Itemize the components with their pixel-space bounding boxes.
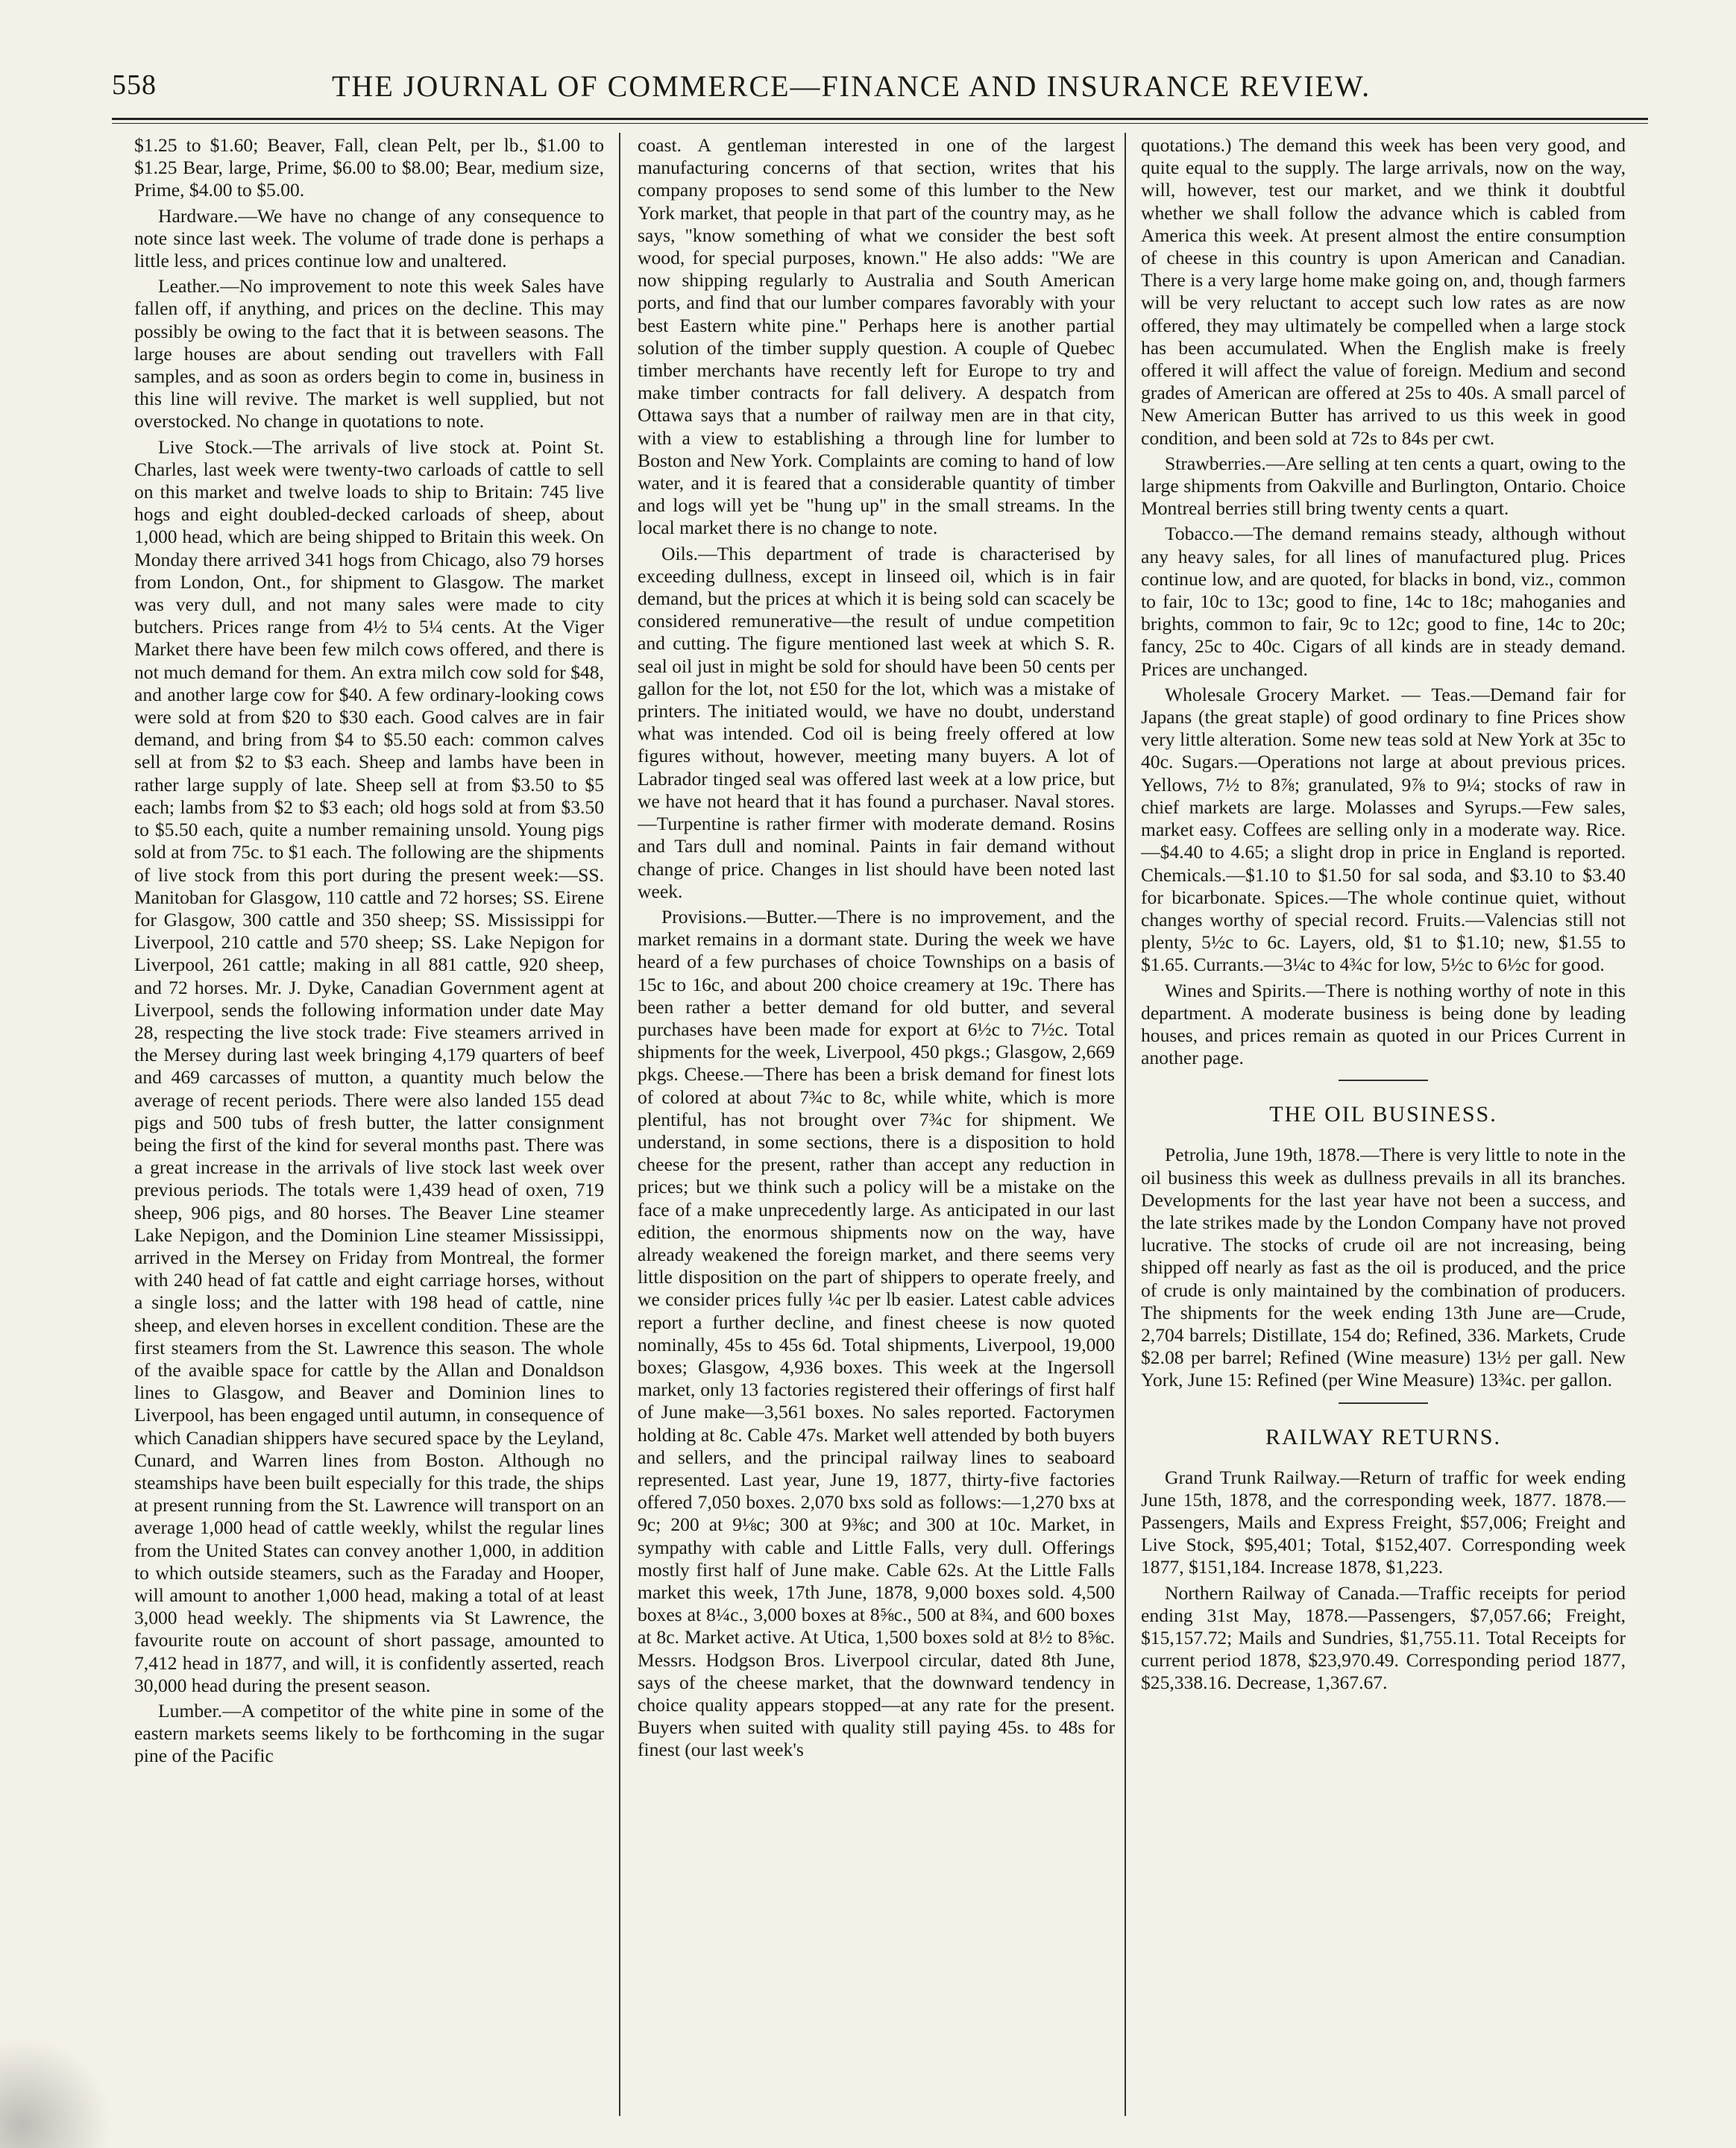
furs-prices-paragraph: $1.25 to $1.60; Beaver, Fall, clean Pelt, per lb., $1.00 to $1.25 Bear, large, Prime, $6.00 to $8.00; Bear, medium size, Prime, $4.00 to $5.00.: [134, 134, 604, 201]
hardware-paragraph: Hardware.—We have no change of any consequence to note since last week. The volume of trade done is perhaps a little less, and prices continue low and unaltered.: [134, 204, 604, 272]
section-divider: [1339, 1080, 1428, 1081]
scan-smudge: [0, 2036, 112, 2148]
provisions-paragraph: Provisions.—Butter.—There is no improvement, and the market remains in a dormant state. During the week we have heard of a few purchases of choice Townships on a basis of 15c to 16c, and about 200 choice creamery at 19c. There has been rather a better demand for old butter, and several purchases have been made for export at 6½c to 7½c. Total shipments for the week, Liverpool, 450 pkgs.; Glasgow, 2,669 pkgs. Cheese.—There has been a brisk demand for finest lots of colored at about 7¾c to 8c, while white, which is more plentiful, has not brought over 7¾c for shipment. We understand, in some sections, there is a disposition to hold cheese for the present, rather than accept any reduction in prices; but we think such a policy will be a mistake on the face of a make unprecedently large. As anticipated in our last edition, the enormous shipments now on the way, have already weakened the foreign market, and there seems very little disposition on the part of shippers to operate freely, and we consider prices fully ¼c per lb easier. Latest cable advices report a further decline, and finest cheese is now quoted nominally, 45s to 45s 6d. Total shipments, Liverpool, 19,000 boxes; Glasgow, 4,936 boxes. This week at the Ingersoll market, only 13 factories registered their offerings of first half of June make—3,561 boxes. No sales reported. Factorymen holding at 8c. Cable 47s. Market well attended by both buyers and sellers, and the principal railway lines to seaboard represented. Last year, June 19, 1877, thirty-five factories offered 7,050 boxes. 2,070 bxs sold as follows:—1,270 bxs at 9c; 200 at 9⅛c; 300 at 9⅜c; and 300 at 10c. Market, in sympathy with cable and Little Falls, very dull. Offerings mostly first half of June make. Cable 62s. At the Little Falls market this week, 17th June, 1878, 9,000 boxes sold. 4,500 boxes at 8¼c., 3,000 boxes at 8⅝c., 500 at 8¾, and 600 boxes at 8c. Market active. At Utica, 1,500 boxes sold at 8½ to 8⅝c. Messrs. Hodgson Bros. Liverpool circular, dated 8th June, says of the cheese market, that the downward tendency in choice quality appears stopped—at any rate for the present. Buyers when suited with quality still paying 45s. to 48s for finest (our last week's: [638, 905, 1115, 1761]
wines-spirits-paragraph: Wines and Spirits.—There is nothing worthy of note in this department. A moderate business is being done by leading houses, and prices remain as quoted in our Prices Current in another page.: [1141, 979, 1626, 1069]
live-stock-paragraph: Live Stock.—The arrivals of live stock at. Point St. Charles, last week were twenty-two carloads of cattle to sell on this market and twelve loads to ship to Britain: 745 live hogs and eight doubled-decked carloads of sheep, about 1,000 head, which are being shipped to Britain this week. On Monday there arrived 341 hogs from Chicago, also 79 horses from London, Ont., for shipment to Glasgow. The market was very dull, and not many sales were made to city butchers. Prices range from 4½ to 5¼ cents. At the Viger Market there have been few milch cows offered, and there is not much demand for them. An extra milch cow sold for $48, and another large cow for $40. A few ordinary-looking cows were sold at from $20 to $30 each. Good calves are in fair demand, and bring from $4 to $5.50 each: common calves sell at from $2 to $3 each. Sheep and lambs have been in rather large supply of late. Sheep sell at from $3.50 to $5 each; lambs from $2 to $3 each; old hogs sold at from $3.50 to $5.50 each, quite a number remaining unsold. Young pigs sold at from 75c. to $1 each. The following are the shipments of live stock from this port during the present week:—SS. Manitoban for Glasgow, 110 cattle and 72 horses; SS. Eirene for Glasgow, 300 cattle and 350 sheep; SS. Mississippi for Liverpool, 210 cattle and 570 sheep; SS. Lake Nepigon for Liverpool, 261 cattle; making in all 881 cattle, 920 sheep, and 72 horses. Mr. J. Dyke, Canadian Government agent at Liverpool, sends the following information under date May 28, respecting the live stock trade: Five steamers arrived in the Mersey during last week bringing 4,179 quarters of beef and 469 carcasses of mutton, a quantity much below the average of recent periods. There were also landed 155 dead pigs and 500 tubs of fresh butter, the latter consignment being the first of the kind for several months past. There was a great increase in the arrivals of live stock last week over previous periods. The totals were 1,439 head of oxen, 719 sheep, 906 pigs, and 80 horses. The Beaver Line steamer Lake Nepigon, and the Dominion Line steamer Mississippi, arrived in the Mersey on Friday from Montreal, the former with 240 head of fat cattle and eight carriage horses, without a single loss; and the latter with 198 head of cattle, nine sheep, and eleven horses in excellent condition. These are the first steamers from the St. Lawrence this season. The whole of the avaible space for cattle by the Allan and Donaldson lines to Glasgow, and Beaver and Dominion lines to Liverpool, has been engaged until autumn, in consequence of which Canadian shippers have secured space by the Leyland, Cunard, and Warren lines from Boston. Although no steamships have been built especially for this trade, the ships at present running from the St. Lawrence will transport on an average 1,000 head of cattle weekly, whilst the regular lines from the United States can convey another 1,000, in addition to which outside steamers, such as the Faraday and Hooper, will amount to another 1,000 head, making a total of at least 3,000 head weekly. The shipments via St Lawrence, the favourite route on account of short passage, amounted to 7,412 head in 1877, and will, it is confidently asserted, reach 30,000 head during the present season.: [134, 435, 604, 1696]
column-divider: [619, 133, 620, 2116]
oil-business-paragraph: Petrolia, June 19th, 1878.—There is very little to note in the oil business this week as dullness prevails in all its branches. Developments for the last year have not been a success, and the late strikes made by the London Company have not proved lucrative. The stocks of crude oil are not increasing, being shipped off nearly as fast as the oil is produced, and the price of crude is only maintained by the combination of producers. The shipments for the week ending 13th June are—Crude, 2,704 barrels; Distillate, 154 do; Refined, 336. Markets, Crude $2.08 per barrel; Refined (Wine measure) 13½ per gall. New York, June 15: Refined (per Wine Measure) 13¾c. per gallon.: [1141, 1144, 1626, 1391]
northern-railway-paragraph: Northern Railway of Canada.—Traffic receipts for period ending 31st May, 1878.—Passengers, $7,057.66; Freight, $15,157.72; Mails and Sundries, $1,755.11. Total Receipts for current period 1878, $23,970.49. Corresponding period 1877, $25,338.16. Decrease, 1,367.67.: [1141, 1581, 1626, 1694]
leather-paragraph: Leather.—No improvement to note this week Sales have fallen off, if anything, and prices on the decline. This may possibly be owing to the fact that it is between seasons. The large houses are about sending out travellers with Fall samples, and as soon as orders begin to come in, business in this line will revive. The market is well supplied, but not overstocked. No change in quotations to note.: [134, 275, 604, 432]
page-number: 558: [112, 69, 157, 101]
column-right: [1141, 134, 1626, 2132]
page-header: [112, 69, 1648, 113]
oils-paragraph: Oils.—This department of trade is characterised by exceeding dullness, except in linseed oil, which is in fair demand, but the prices at which it is being sold can scacely be considered remunerative—the result of undue competition and cutting. The figure mentioned last week at which S. R. seal oil just in might be sold for should have been 50 cents per gallon for the lot, not £50 for the lot, which was a mistake of printers. The initiated would, we have no doubt, understand what was intended. Cod oil is being freely offered at low figures without, however, meeting many buyers. A lot of Labrador tinged seal was offered last week at a low price, but we have not heard that it has found a purchaser. Naval stores.—Turpentine is rather firmer with moderate demand. Rosins and Tars dull and nominal. Paints in fair demand without change of price. Changes in list should have been noted last week.: [638, 542, 1115, 902]
strawberries-paragraph: Strawberries.—Are selling at ten cents a quart, owing to the large shipments from Oakville and Burlington, Ontario. Choice Montreal berries still bring twenty cents a quart.: [1141, 452, 1626, 520]
column-left: [134, 134, 604, 2132]
section-divider: [1339, 1402, 1428, 1404]
column-divider: [1125, 133, 1126, 2116]
journal-title: THE JOURNAL OF COMMERCE—FINANCE AND INSURANCE REVIEW.: [332, 69, 1371, 103]
lumber-continued-paragraph: coast. A gentleman interested in one of the largest manufacturing concerns of that section, writes that his company proposes to send some of this lumber to the New York market, that people in that part of the country may, as he says, "know something of what we consider the best soft wood, for special purposes, known." He also adds: "We are now shipping regularly to Australia and South American ports, and find that our lumber compares favorably with your best Eastern white pine." Perhaps here is another partial solution of the timber supply question. A couple of Quebec timber merchants have recently left for Europe to try and make timber contracts for fall delivery. A despatch from Ottawa says that a number of railway men are in that city, with a view to establishing a through line for lumber to Boston and New York. Complaints are coming to hand of low water, and it is feared that a considerable quantity of timber and logs will yet be "hung up" in the small streams. In the local market there is no change to note.: [638, 134, 1115, 539]
grand-trunk-paragraph: Grand Trunk Railway.—Return of traffic for week ending June 15th, 1878, and the corresponding week, 1877. 1878.—Passengers, Mails and Express Freight, $57,006; Freight and Live Stock, $95,401; Total, $152,407. Corresponding week 1877, $151,184. Increase 1878, $1,223.: [1141, 1466, 1626, 1578]
column-middle: [638, 134, 1115, 2132]
railway-returns-heading: RAILWAY RETURNS.: [1265, 1424, 1501, 1449]
lumber-paragraph: Lumber.—A competitor of the white pine in some of the eastern markets seems likely to be forthcoming in the sugar pine of the Pacific: [134, 1700, 604, 1767]
header-double-rule: [112, 118, 1648, 124]
wholesale-grocery-paragraph: Wholesale Grocery Market. — Teas.—Demand fair for Japans (the great staple) of good ordinary to fine Prices show very little alteration. Some new teas sold at New York at 35c to 40c. Sugars.—Operations not large at about previous prices. Yellows, 7½ to 8⅞; granulated, 9⅞ to 9¼; stocks of raw in chief markets are large. Molasses and Syrups.—Few sales, market easy. Coffees are selling only in a moderate way. Rice.—$4.40 to 4.65; a slight drop in price in England is reported. Chemicals.—$1.10 to $1.50 for sal soda, and $3.10 to $3.40 for bicarbonate. Spices.—The whole continue quiet, without changes worthy of special record. Fruits.—Valencias still not plenty, 5½c to 6c. Layers, old, $1 to $1.10; new, $1.55 to $1.65. Currants.—3¼c to 4¾c for low, 5½c to 6½c for good.: [1141, 683, 1626, 976]
tobacco-paragraph: Tobacco.—The demand remains steady, although without any heavy sales, for all lines of manufactured plug. Prices continue low, and are quoted, for blacks in bond, viz., common to fair, 10c to 13c; good to fine, 14c to 18c; mahoganies and brights, common to fair, 9c to 12c; good to fine, 14c to 20c; fancy, 25c to 40c. Cigars of all kinds are in steady demand. Prices are unchanged.: [1141, 523, 1626, 680]
oil-business-heading: THE OIL BUSINESS.: [1269, 1102, 1497, 1127]
provisions-continued-paragraph: quotations.) The demand this week has been very good, and quite equal to the supply. The large arrivals, now on the way, will, however, test our market, and we think it doubtful whether we shall follow the advance which is cabled from America this week. At present almost the entire consumption of cheese in this country is upon American and Canadian. There is a very large home make going on, and, though farmers will be very reluctant to accept such low rates as are now offered, they may ultimately be compelled when a large stock has been accumulated. When the English make is freely offered it will affect the value of foreign. Medium and second grades of American are offered at 25s to 40s. A small parcel of New American Butter has arrived to us this week in good condition, and been sold at 72s to 84s per cwt.: [1141, 134, 1626, 449]
